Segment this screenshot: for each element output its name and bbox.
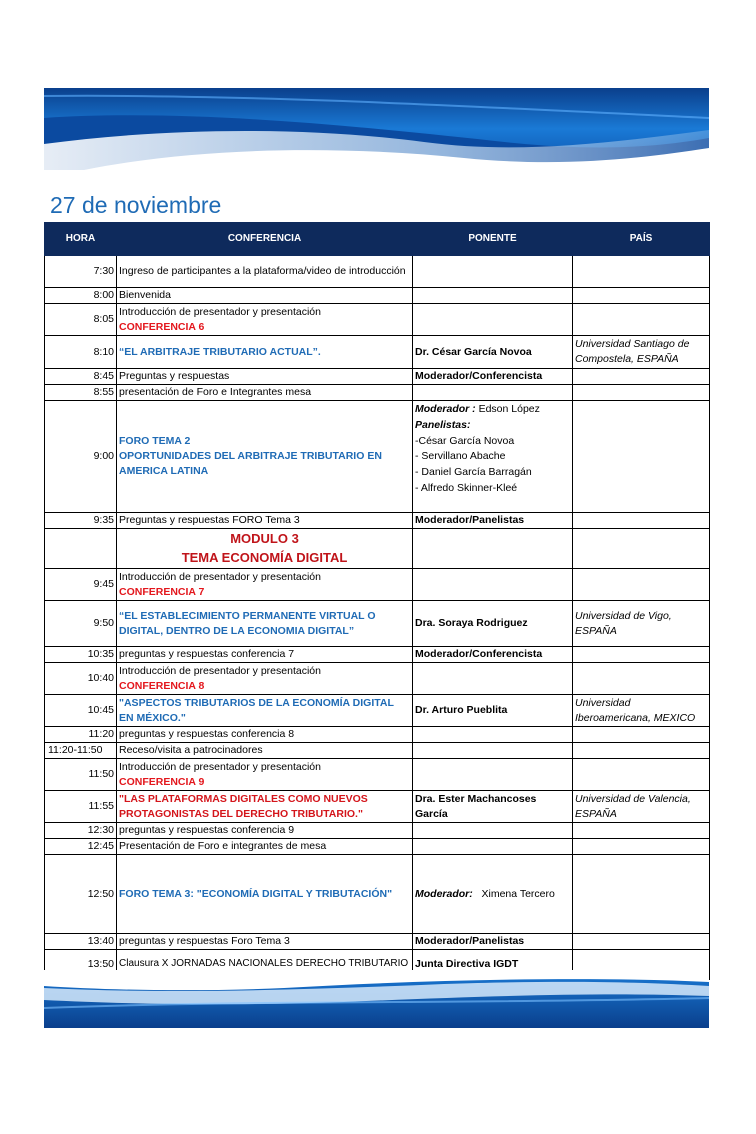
panelist: - Alfredo Skinner-Kleé: [415, 481, 518, 494]
header-conferencia: CONFERENCIA: [117, 223, 413, 256]
moderator-name: Ximena Tercero: [472, 887, 555, 900]
row-country: [573, 855, 710, 934]
table-row: [45, 759, 710, 791]
agenda-table: [44, 222, 710, 980]
row-country: [573, 647, 710, 663]
moderator-label: Moderador:: [415, 887, 473, 900]
header-hora: HORA: [45, 223, 117, 256]
row-speaker: [413, 823, 573, 839]
table-row: [45, 385, 710, 401]
moderator-label: Moderador :: [415, 403, 476, 415]
row-country: [573, 743, 710, 759]
row-conference: Clausura X JORNADAS NACIONALES DERECHO TRIBUTARIO: [117, 950, 413, 980]
header-pais: PAÍS: [573, 223, 710, 256]
table-row: [45, 569, 710, 601]
table-row: [45, 369, 710, 385]
row-conference: [117, 304, 413, 336]
row-conference: preguntas y respuestas conferencia 7: [117, 647, 413, 663]
row-country: [573, 663, 710, 695]
row-time: 9:35: [45, 513, 117, 529]
row-time: 7:30: [45, 256, 117, 288]
row-time: 8:10: [45, 336, 117, 369]
table-row: [45, 304, 710, 336]
table-row: [45, 823, 710, 839]
row-country: [573, 304, 710, 336]
row-speaker: Dr. César García Novoa: [413, 336, 573, 369]
row-conference: Preguntas y respuestas FORO Tema 3: [117, 513, 413, 529]
panelist: - Servillano Abache: [415, 450, 506, 463]
row-conference-text: Introducción de presentador y presentación: [119, 305, 321, 318]
row-time: 11:20: [45, 727, 117, 743]
conference-title: "LAS PLATAFORMAS DIGITALES COMO NUEVOS PROTAGONISTAS DEL DERECHO TRIBUTARIO.": [119, 792, 368, 820]
row-time: 10:45: [45, 695, 117, 727]
footer-banner: [44, 970, 709, 1028]
row-time: 12:30: [45, 823, 117, 839]
header-ponente: PONENTE: [413, 223, 573, 256]
row-country: Universidad de Vigo, ESPAÑA: [573, 601, 710, 647]
module-title: MODULO 3: [230, 530, 299, 546]
row-country: [573, 513, 710, 529]
row-time: 12:45: [45, 839, 117, 855]
row-speaker: Dra. Ester Machancoses García: [413, 791, 573, 823]
row-speaker: [413, 743, 573, 759]
row-conference: [117, 791, 413, 823]
row-country: [573, 569, 710, 601]
row-country: [573, 369, 710, 385]
panelist: - Daniel García Barragán: [415, 466, 532, 478]
table-row: [45, 839, 710, 855]
row-conference: [117, 601, 413, 647]
row-time: 13:50: [45, 950, 117, 980]
forum-subtitle: OPORTUNIDADES DEL ARBITRAJE TRIBUTARIO EN AMERICA LATINA: [119, 450, 382, 477]
row-conference: [117, 695, 413, 727]
row-speaker: [413, 727, 573, 743]
table-row: [45, 855, 710, 934]
table-row: [45, 513, 710, 529]
row-time: 8:55: [45, 385, 117, 401]
module-row: [45, 529, 710, 569]
row-conference: preguntas y respuestas conferencia 9: [117, 823, 413, 839]
table-row: [45, 647, 710, 663]
row-speaker: [413, 569, 573, 601]
row-time: 8:05: [45, 304, 117, 336]
conference-label: CONFERENCIA 6: [119, 320, 205, 333]
conference-label: CONFERENCIA 9: [119, 775, 205, 788]
module-subtitle: TEMA ECONOMÍA DIGITAL: [181, 549, 348, 565]
row-conference: [117, 855, 413, 934]
row-country: [573, 727, 710, 743]
row-conference: [117, 759, 413, 791]
row-country: Universidad de Valencia, ESPAÑA: [573, 791, 710, 823]
row-conference: preguntas y respuestas conferencia 8: [117, 727, 413, 743]
row-conference: Presentación de Foro e integrantes de mesa: [117, 839, 413, 855]
row-speaker: [413, 855, 573, 934]
row-conference: Ingreso de participantes a la plataforma/video de introducción: [117, 256, 413, 288]
row-speaker: [413, 256, 573, 288]
panelists-label: Panelistas:: [415, 418, 471, 431]
header-banner: [44, 88, 709, 170]
table-row: [45, 727, 710, 743]
row-time: 11:50: [45, 759, 117, 791]
row-speaker: Moderador/Conferencista: [413, 647, 573, 663]
table-row: [45, 695, 710, 727]
table-row: [45, 288, 710, 304]
row-country: [573, 256, 710, 288]
row-speaker: Junta Directiva IGDT: [413, 950, 573, 980]
row-conference-text: Introducción de presentador y presentación: [119, 570, 321, 583]
row-country: [573, 759, 710, 791]
row-time: 9:45: [45, 569, 117, 601]
moderator-name: Edson López: [475, 403, 540, 415]
row-speaker: [413, 529, 573, 569]
row-country: [573, 823, 710, 839]
row-speaker: [413, 304, 573, 336]
row-country: [573, 385, 710, 401]
row-conference: presentación de Foro e Integrantes mesa: [117, 385, 413, 401]
row-country: [573, 288, 710, 304]
row-speaker: [413, 288, 573, 304]
row-speaker: [413, 759, 573, 791]
row-conference-text: Introducción de presentador y presentación: [119, 664, 321, 677]
date-title: 27 de noviembre: [50, 192, 222, 218]
row-time: 10:35: [45, 647, 117, 663]
row-conference-text: Introducción de presentador y presentación: [119, 760, 321, 773]
table-row: [45, 336, 710, 369]
row-country: [573, 529, 710, 569]
row-country: [573, 934, 710, 950]
forum-title: FORO TEMA 2: [119, 435, 191, 448]
row-time: 9:00: [45, 401, 117, 513]
row-time: 13:40: [45, 934, 117, 950]
row-conference: preguntas y respuestas Foro Tema 3: [117, 934, 413, 950]
panelist: -César García Novoa: [415, 434, 515, 447]
row-speaker: [413, 401, 573, 513]
table-row: [45, 601, 710, 647]
row-time: 8:00: [45, 288, 117, 304]
table-row: [45, 663, 710, 695]
row-speaker: Moderador/Conferencista: [413, 369, 573, 385]
row-time: 8:45: [45, 369, 117, 385]
row-country: Universidad Santiago de Compostela, ESPAÑA: [573, 336, 710, 369]
row-speaker: Dr. Arturo Pueblita: [413, 695, 573, 727]
row-speaker: [413, 839, 573, 855]
conference-title: “EL ARBITRAJE TRIBUTARIO ACTUAL”.: [119, 345, 321, 358]
row-conference: [117, 336, 413, 369]
module-heading: [117, 529, 413, 569]
row-speaker: Moderador/Panelistas: [413, 934, 573, 950]
conference-title: “EL ESTABLECIMIENTO PERMANENTE VIRTUAL O DIGITAL, DENTRO DE LA ECONOMIA DIGITAL”: [119, 609, 376, 637]
table-header-row: [45, 223, 710, 256]
table-row: [45, 256, 710, 288]
row-speaker: Dra. Soraya Rodriguez: [413, 601, 573, 647]
row-time: 11:55: [45, 791, 117, 823]
forum-title: FORO TEMA 3: "ECONOMÍA DIGITAL Y TRIBUTACIÓN": [119, 887, 393, 900]
row-country: Universidad Iberoamericana, MEXICO: [573, 695, 710, 727]
row-time: 10:40: [45, 663, 117, 695]
row-conference: [117, 663, 413, 695]
row-speaker: [413, 663, 573, 695]
row-conference: Preguntas y respuestas: [117, 369, 413, 385]
row-conference: [117, 401, 413, 513]
conference-label: CONFERENCIA 8: [119, 679, 205, 692]
row-country: [573, 839, 710, 855]
row-speaker: [413, 385, 573, 401]
row-time: 11:20-11:50: [45, 743, 117, 759]
row-speaker: Moderador/Panelistas: [413, 513, 573, 529]
conference-title: "ASPECTOS TRIBUTARIOS DE LA ECONOMÍA DIGITAL EN MÉXICO.": [119, 696, 394, 724]
table-row: [45, 743, 710, 759]
conference-label: CONFERENCIA 7: [119, 585, 205, 598]
table-row: [45, 401, 710, 513]
row-country: [573, 401, 710, 513]
row-time: [45, 529, 117, 569]
row-conference: Receso/visita a patrocinadores: [117, 743, 413, 759]
row-time: 12:50: [45, 855, 117, 934]
row-time: 9:50: [45, 601, 117, 647]
row-conference: [117, 569, 413, 601]
table-row: [45, 791, 710, 823]
table-row: [45, 934, 710, 950]
row-conference: Bienvenida: [117, 288, 413, 304]
